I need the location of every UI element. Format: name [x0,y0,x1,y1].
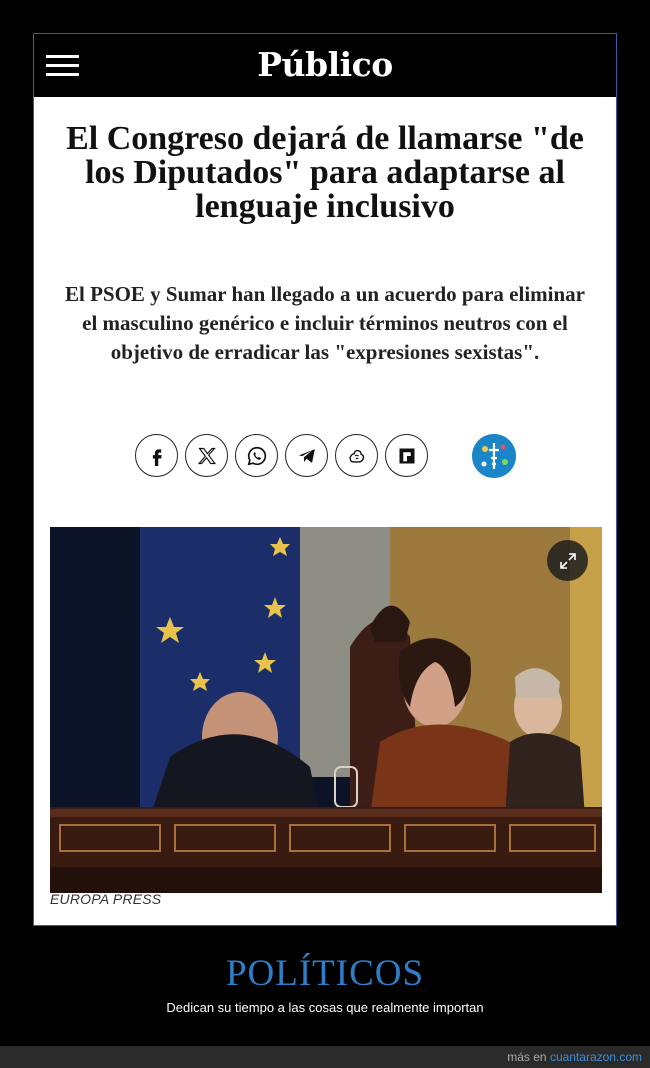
accessibility-badge[interactable] [472,434,516,478]
footer-link[interactable]: cuantarazon.com [549,1050,642,1064]
share-bar [34,434,616,478]
whatsapp-icon [246,445,268,467]
accessibility-icon [472,434,516,478]
whatsapp-share-button[interactable] [235,434,278,477]
site-footer [0,1046,650,1068]
expand-photo-button[interactable] [547,540,588,581]
telegram-icon [296,445,318,467]
site-header [34,34,616,97]
x-icon [197,446,217,466]
congress-photo-illustration [50,527,602,893]
expand-icon [558,551,578,571]
meme-caption-title: POLÍTICOS [225,953,425,994]
flipboard-share-button[interactable] [385,434,428,477]
meme-caption-subtitle: Dedican su tiempo a las cosas que realmente importan [166,1000,484,1015]
footer-prefix: más en [507,1050,547,1064]
meneame-share-button[interactable] [335,434,378,477]
article-subtitle: El PSOE y Sumar han llegado a un acuerdo para eliminar el masculino genérico e incluir términos neutros con el objetivo de erradicar las "expresiones sexistas". [64,282,585,364]
article-card [33,33,617,926]
x-share-button[interactable] [185,434,228,477]
flipboard-icon [398,447,416,465]
facebook-share-button[interactable] [135,434,178,477]
telegram-share-button[interactable] [285,434,328,477]
meneame-icon [346,445,368,467]
article-photo [50,527,602,893]
photo-credit: EUROPA PRESS [50,891,162,907]
article-headline: El Congreso dejará de llamarse "de los Diputados" para adaptarse al lenguaje inclusivo [66,120,584,225]
site-logo[interactable]: Público [257,45,393,84]
facebook-icon [147,446,167,466]
